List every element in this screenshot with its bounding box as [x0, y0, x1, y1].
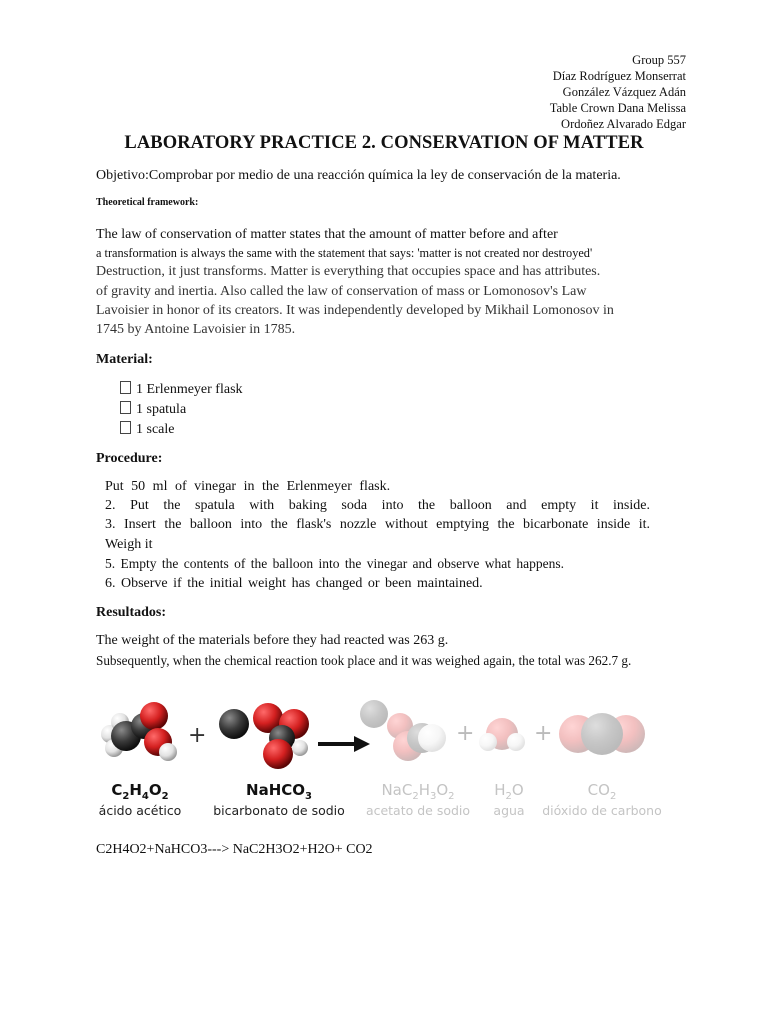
- framework-line: Lavoisier in honor of its creators. It was independently developed by Mikhail Lomonosov in: [96, 303, 614, 318]
- material-item: 1 Erlenmeyer flask: [120, 381, 243, 398]
- author-name: Díaz Rodríguez Monserrat: [552, 69, 686, 83]
- plus-sign: +: [534, 721, 553, 746]
- procedure-step: 6. Observe if the initial weight has changed or been maintained.: [105, 576, 483, 591]
- framework-line: Destruction, it just transforms. Matter is everything that occupies space and has attributes.: [96, 264, 601, 279]
- author-name: Ordoñez Alvarado Edgar: [561, 117, 686, 131]
- chemical-equation: C2H4O2+NaHCO3---> NaC2H3O2+H2O+ CO2: [96, 842, 373, 857]
- framework-line: 1745 by Antoine Lavoisier in 1785.: [96, 322, 296, 337]
- label-sodium-acetate: acetato de sodio: [365, 803, 471, 818]
- procedure-step: 5. Empty the contents of the balloon into the vinegar and observe what happens.: [105, 556, 565, 571]
- checkbox-icon: [120, 381, 131, 394]
- checkbox-icon: [120, 401, 131, 414]
- water-molecule-icon: [479, 718, 525, 751]
- procedure-step: 2. Put the spatula with baking soda into the balloon and empty it inside.: [105, 498, 650, 513]
- procedure-step: 3. Insert the balloon into the flask's nozzle without emptying the bicarbonate inside it.: [105, 517, 650, 532]
- group-number: Group 557: [632, 53, 686, 67]
- formula-carbon-dioxide: $CO_2$: [587, 781, 617, 802]
- label-carbon-dioxide: dióxido de carbono: [542, 803, 662, 818]
- plus-sign: +: [188, 723, 207, 748]
- material-item: 1 scale: [120, 421, 174, 438]
- material-heading: Material:: [96, 352, 153, 367]
- formula-sodium-acetate: $NaC_2H_3O_2$: [381, 781, 455, 802]
- document-title: LABORATORY PRACTICE 2. CONSERVATION OF MATTER: [124, 133, 644, 153]
- label-water: agua: [493, 803, 525, 818]
- theoretical-framework-heading: Theoretical framework:: [96, 197, 199, 208]
- reaction-diagram: [96, 694, 676, 829]
- plus-sign: +: [456, 721, 475, 746]
- formula-acetic-acid: $C_2H_4O_2$: [111, 781, 169, 802]
- procedure-heading: Procedure:: [96, 451, 163, 466]
- sodium-bicarbonate-molecule-icon: [219, 703, 309, 769]
- reaction-arrow-icon: [318, 736, 370, 752]
- formula-water: $H_2O$: [494, 781, 524, 802]
- results-line: The weight of the materials before they had reacted was 263 g.: [96, 633, 449, 648]
- label-acetic-acid: ácido acético: [98, 803, 182, 818]
- procedure-step: Put 50 ml of vinegar in the Erlenmeyer flask.: [105, 479, 391, 494]
- framework-line: a transformation is always the same with the statement that says: 'matter is not created nor destroyed': [96, 246, 593, 260]
- results-line: Subsequently, when the chemical reaction took place and it was weighed again, the total was 262.7 g.: [96, 653, 632, 668]
- label-sodium-bicarbonate: bicarbonato de sodio: [213, 803, 345, 818]
- results-heading: Resultados:: [96, 605, 167, 620]
- framework-line: of gravity and inertia. Also called the law of conservation of mass or Lomonosov's Law: [96, 284, 587, 299]
- objective-text: Objetivo:Comprobar por medio de una reacción química la ley de conservación de la materia.: [96, 168, 621, 183]
- framework-line: The law of conservation of matter states that the amount of matter before and after: [96, 227, 558, 242]
- acetic-acid-molecule-icon: [101, 702, 177, 761]
- reaction-figure: [96, 694, 676, 829]
- formula-sodium-bicarbonate: NaHCO$_3$: [246, 781, 312, 802]
- checkbox-icon: [120, 421, 131, 434]
- author-name: Table Crown Dana Melissa: [549, 101, 686, 115]
- procedure-step: Weigh it: [105, 537, 153, 552]
- sodium-acetate-molecule-icon: [360, 700, 446, 761]
- carbon-dioxide-molecule-icon: [559, 713, 645, 755]
- material-item: 1 spatula: [120, 401, 186, 418]
- author-block: [550, 52, 686, 132]
- author-name: González Vázquez Adán: [562, 85, 686, 99]
